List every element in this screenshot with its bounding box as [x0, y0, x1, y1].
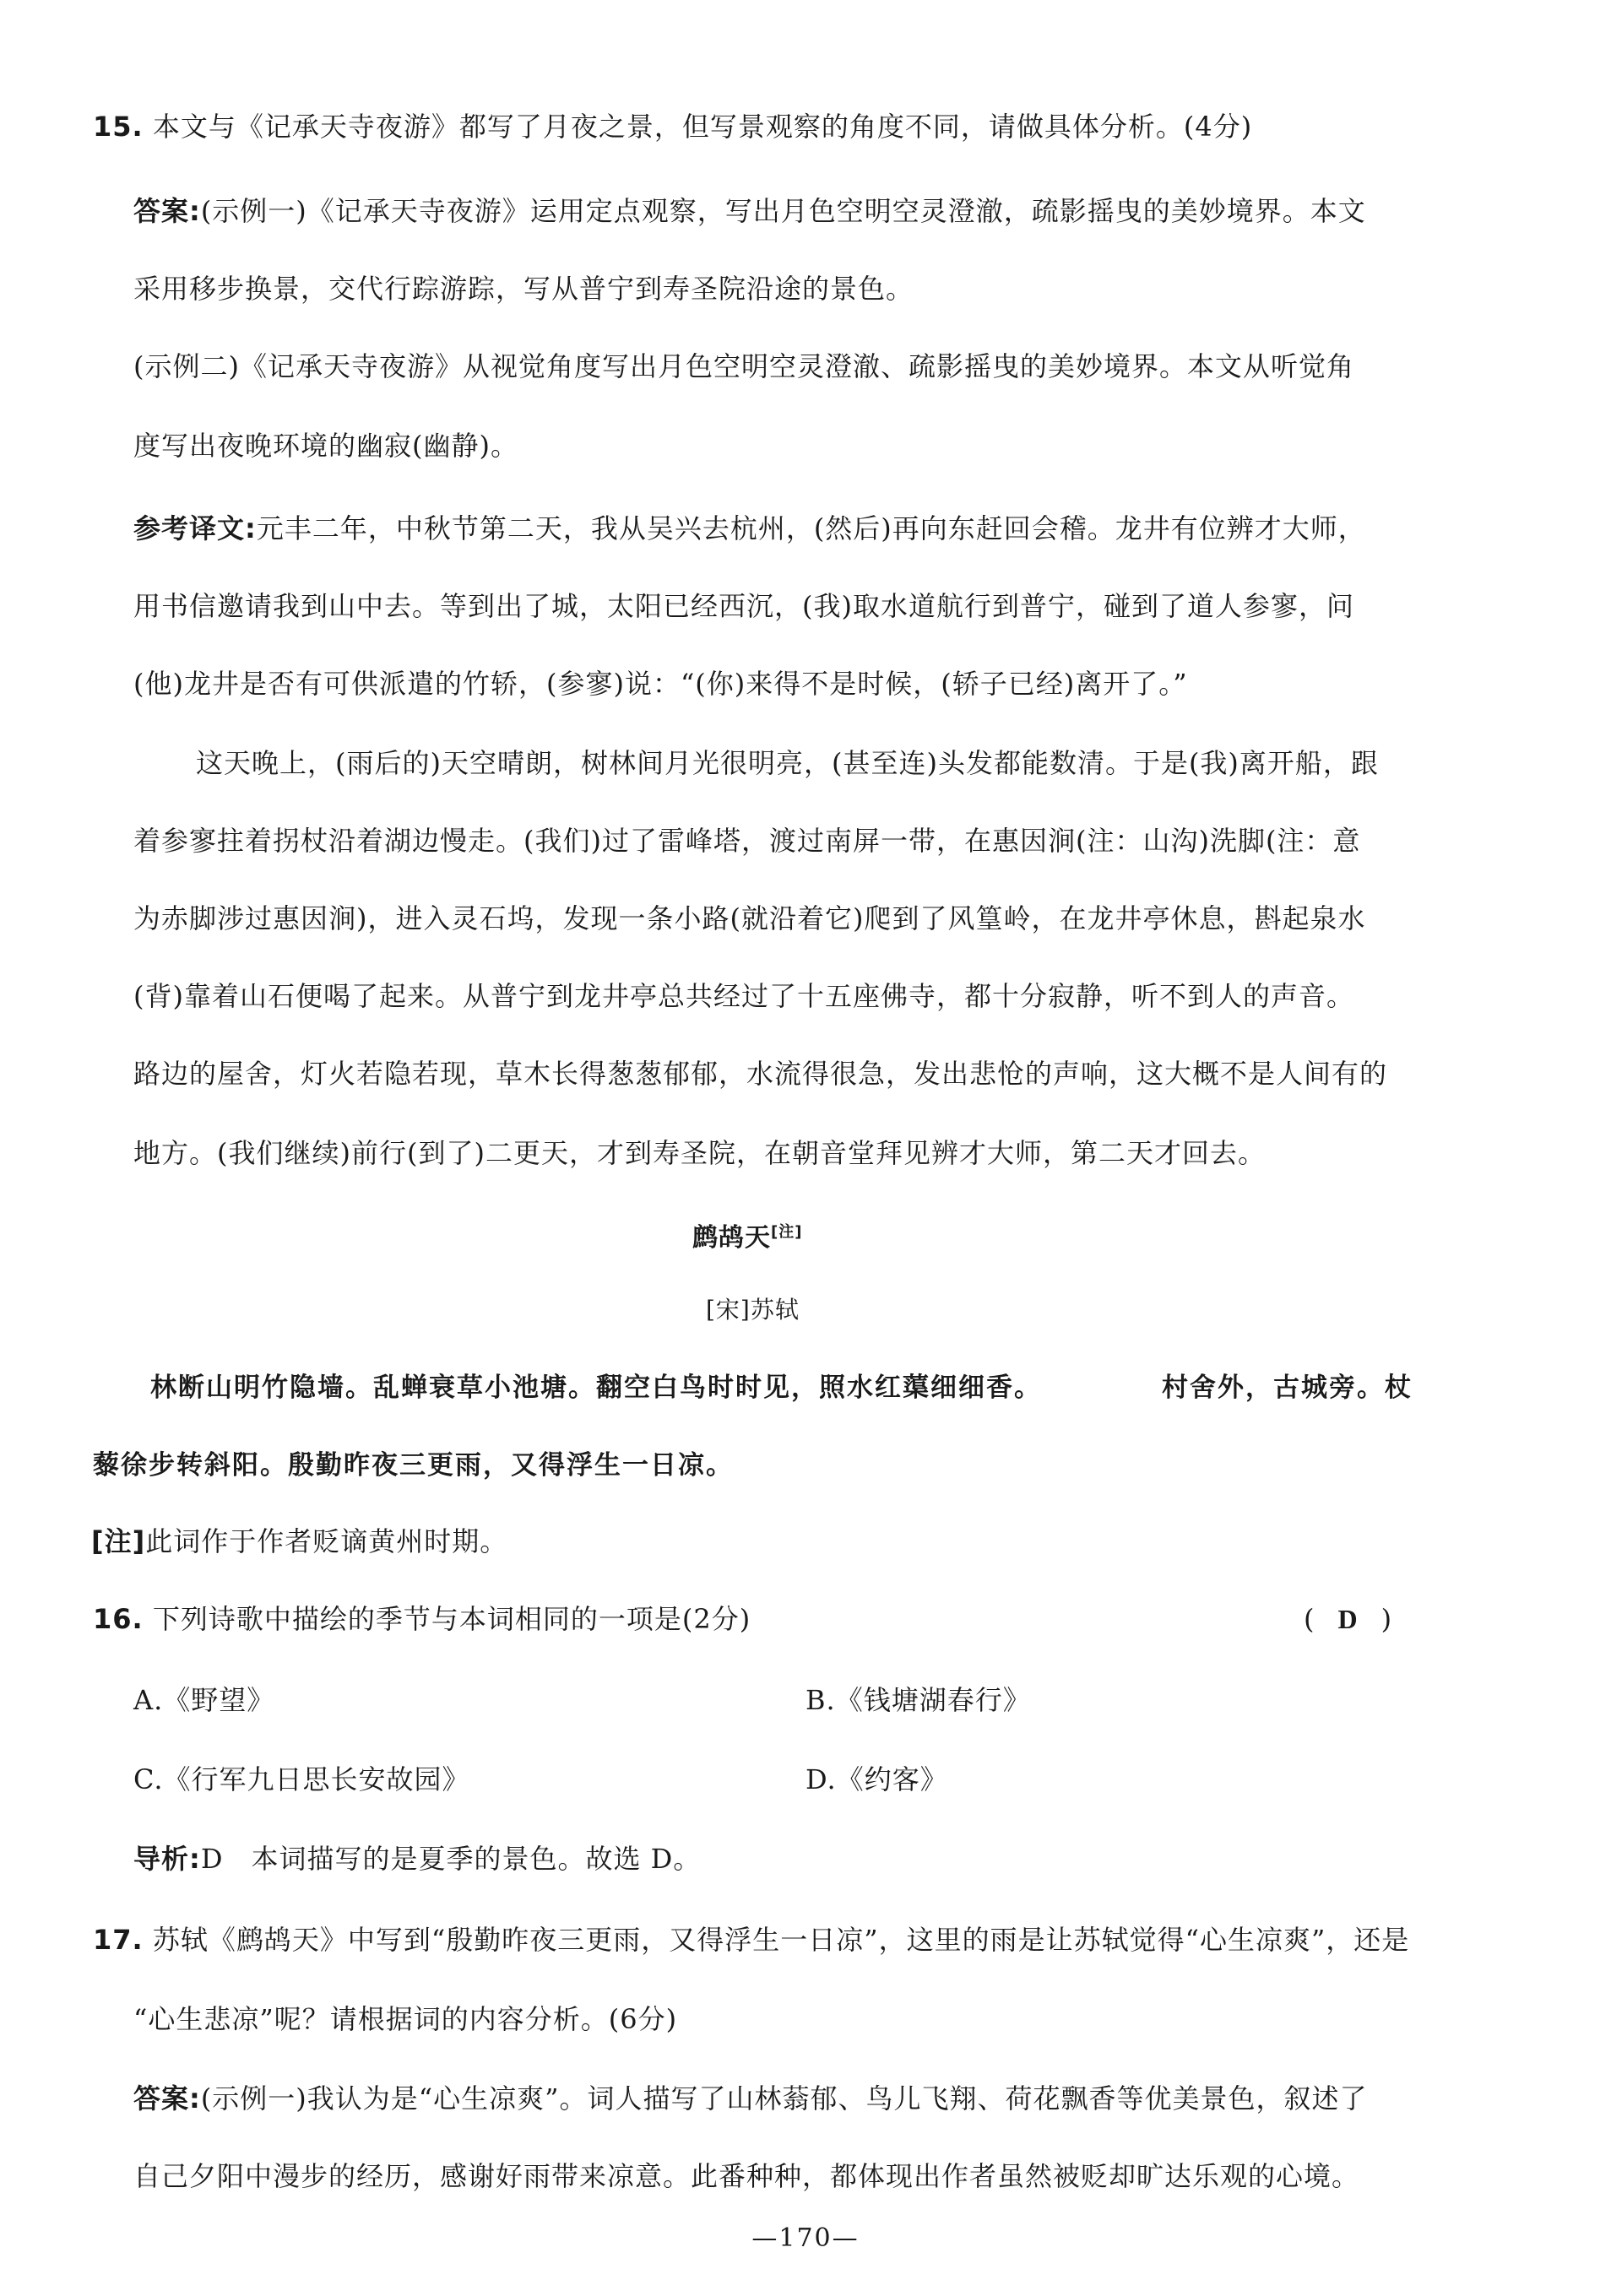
translation-line: 这天晚上，(雨后的)天空晴朗，树林间月光很明亮，(甚至连)头发都能数清。于是(我)离开船，跟: [196, 747, 1379, 779]
answer-label: 答案:: [133, 195, 201, 227]
page-number: —170—: [751, 2223, 860, 2253]
question-16: [93, 1600, 751, 1638]
question-text: 苏轼《鹧鸪天》中写到“殷勤昨夜三更雨，又得浮生一日凉”，这里的雨是让苏轼觉得“心生凉爽”，还是: [152, 1924, 1410, 1956]
question-text: 本文与《记承天寺夜游》都写了月夜之景，但写景观察的角度不同，请做具体分析。(4分): [152, 111, 1253, 143]
answer-label: 答案:: [133, 2082, 201, 2115]
poem-author: [宋]苏轼: [706, 1296, 800, 1324]
poem-line: 村舍外，古城旁。杖: [1162, 1373, 1413, 1403]
translation-text: 元丰二年，中秋节第二天，我从吴兴去杭州，(然后)再向东赶回会稽。龙井有位辨才大师，: [256, 512, 1366, 544]
question-text-line: “心生悲凉”呢？请根据词的内容分析。(6分): [133, 2003, 678, 2035]
poem-title: [692, 1214, 802, 1257]
poem-note: [91, 1523, 507, 1560]
poem-title-note: [注]: [771, 1223, 803, 1241]
question-number: 16.: [93, 1603, 144, 1635]
option-c: C.《行军九日思长安故园》: [133, 1763, 470, 1795]
option-d: D.《约客》: [806, 1763, 948, 1795]
question-15: [93, 108, 1252, 145]
selected-answer: D: [1337, 1604, 1358, 1634]
translation-line: 为赤脚涉过惠因涧)，进入灵石坞，发现一条小路(就沿着它)爬到了风篁岭，在龙井亭休息，斟起泉水: [133, 902, 1366, 934]
note-text: 此词作于作者贬谪黄州时期。: [145, 1525, 508, 1557]
bracket-open: (: [1304, 1603, 1315, 1635]
q15-answer-line: 采用移步换景，交代行踪游踪，写从普宁到寿圣院沿途的景色。: [133, 273, 914, 305]
note-label: [注]: [91, 1525, 146, 1557]
option-a: A.《野望》: [133, 1684, 275, 1716]
q16-analysis: [133, 1840, 701, 1877]
translation-line: [133, 510, 1366, 547]
answer-bracket: [1304, 1600, 1391, 1638]
question-number: 15.: [93, 111, 144, 143]
translation-line: 用书信邀请我到山中去。等到出了城，太阳已经西沉，(我)取水道航行到普宁，碰到了道人参寥，问: [133, 590, 1354, 622]
bracket-close: ): [1380, 1603, 1392, 1635]
q17-answer-line: [133, 2080, 1368, 2117]
translation-line: (背)靠着山石便喝了起来。从普宁到龙井亭总共经过了十五座佛寺，都十分寂静，听不到人的声音。: [133, 980, 1354, 1012]
question-number: 17.: [93, 1924, 144, 1956]
translation-line: (他)龙井是否有可供派遣的竹轿，(参寥)说：“(你)来得不是时候，(轿子已经)离开了。”: [133, 668, 1188, 700]
answer-text: (示例一)我认为是“心生凉爽”。词人描写了山林蓊郁、鸟儿飞翔、荷花飘香等优美景色，叙述了: [200, 2082, 1368, 2115]
poem-line: 藜徐步转斜阳。殷勤昨夜三更雨，又得浮生一日凉。: [93, 1450, 734, 1481]
analysis-text: D 本词描写的是夏季的景色。故选 D。: [200, 1843, 702, 1875]
q15-answer-line: (示例二)《记承天寺夜游》从视觉角度写出月色空明空灵澄澈、疏影摇曳的美妙境界。本文从听觉角: [133, 350, 1354, 382]
question-17: [93, 1921, 1409, 1958]
q17-answer-line: 自己夕阳中漫步的经历，感谢好雨带来凉意。此番种种，都体现出作者虽然被贬却旷达乐观的心境。: [133, 2160, 1360, 2192]
q15-answer-line: [133, 192, 1366, 230]
question-text: 下列诗歌中描绘的季节与本词相同的一项是(2分): [152, 1603, 751, 1635]
option-b: B.《钱塘湖春行》: [806, 1684, 1031, 1716]
poem-title-text: 鹧鸪天: [692, 1223, 771, 1253]
poem-line: 林断山明竹隐墙。乱蝉衰草小池塘。翻空白鸟时时见，照水红蕖细细香。: [150, 1373, 1042, 1403]
translation-label: 参考译文:: [133, 512, 257, 544]
translation-line: 路边的屋舍，灯火若隐若现，草木长得葱葱郁郁，水流得很急，发出悲怆的声响，这大概不是人间有的: [133, 1058, 1388, 1090]
answer-text: (示例一)《记承天寺夜游》运用定点观察，写出月色空明空灵澄澈，疏影摇曳的美妙境界。本文: [200, 195, 1366, 227]
translation-line: 着参寥拄着拐杖沿着湖边慢走。(我们)过了雷峰塔，渡过南屏一带，在惠因涧(注：山沟)洗脚(注：意: [133, 825, 1361, 857]
analysis-label: 导析:: [133, 1843, 201, 1875]
translation-line: 地方。(我们继续)前行(到了)二更天，才到寿圣院，在朝音堂拜见辨才大师，第二天才回去。: [133, 1137, 1266, 1169]
q15-answer-line: 度写出夜晚环境的幽寂(幽静)。: [133, 430, 518, 462]
